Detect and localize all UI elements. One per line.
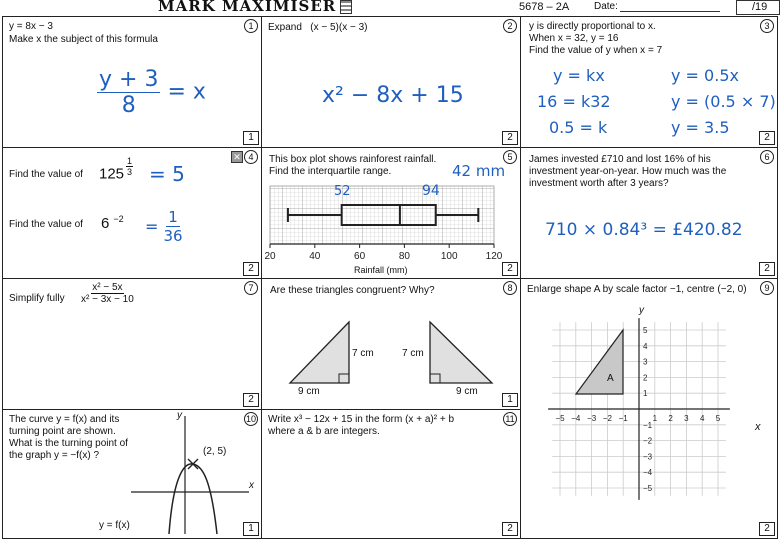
x-tick-label: 20: [264, 251, 276, 262]
x-tick-label: −5: [555, 414, 565, 423]
question-text: y = 8x − 3: [9, 21, 53, 32]
x-tick-label: 1: [652, 414, 658, 423]
q3-label: 94: [422, 183, 440, 199]
question-text: y is directly proportional to x.: [529, 21, 656, 32]
question-text: Write x³ − 12x + 15 in the form (x + a)² + b: [268, 414, 455, 425]
date-label: Date:: [594, 1, 618, 12]
y-axis-label: y: [177, 410, 182, 421]
question-7-cell: [2, 278, 262, 410]
x-tick-label: 4: [699, 414, 705, 423]
question-text: Find the value of: [9, 219, 83, 230]
question-number: 1: [244, 19, 258, 33]
y-tick-label: −3: [643, 452, 653, 462]
answer: [97, 67, 206, 118]
question-text: Simplify fully: [9, 293, 65, 304]
worksheet-title: MARK MAXIMISER: [158, 0, 337, 15]
working-line: y = (0.5 × 7): [671, 92, 776, 111]
question-text: Find the interquartile range.: [269, 166, 392, 177]
score-total: /19: [752, 1, 768, 13]
question-number: 4: [244, 150, 258, 164]
question-text: investment worth after 3 years?: [529, 178, 669, 189]
curve: [169, 464, 217, 534]
question-text: where a & b are integers.: [268, 426, 380, 437]
marks-box: 2: [759, 262, 775, 276]
question-5-cell: [261, 147, 521, 279]
x-tick-label: −3: [587, 414, 597, 423]
answer: 42 mm: [452, 162, 506, 180]
x-tick-label: 40: [309, 251, 321, 262]
question-text: The curve y = f(x) and its: [9, 414, 120, 425]
y-tick-label: 4: [643, 341, 648, 351]
marks-box: 2: [502, 522, 518, 536]
question-number: 8: [503, 281, 517, 295]
question-number: 5: [503, 150, 517, 164]
question-10-cell: [2, 409, 262, 539]
x-tick-label: 60: [354, 251, 366, 262]
question-number: 6: [760, 150, 774, 164]
y-axis-label: y: [639, 305, 644, 316]
marks-box: 2: [759, 131, 775, 145]
x-axis-label: x: [755, 421, 761, 433]
y-tick-label: 2: [643, 373, 648, 383]
question-text: This box plot shows rainforest rainfall.: [269, 154, 437, 165]
crossed-box-icon: ✕: [231, 151, 243, 163]
question-number: 9: [760, 281, 774, 295]
x-tick-label: −2: [602, 414, 612, 423]
marks-box: 2: [502, 131, 518, 145]
question-number: 10: [245, 414, 256, 424]
y-tick-label: 3: [643, 357, 648, 367]
question-text: What is the turning point of: [9, 438, 128, 449]
x-tick-label: −4: [571, 414, 581, 423]
answer-numerator: y + 3: [99, 67, 159, 92]
answer-b: = $\frac{1}{36}$: [145, 208, 183, 245]
marks-box: 2: [759, 522, 775, 536]
question-text: turning point are shown.: [9, 426, 116, 437]
answer: x² − 8x + 15: [322, 83, 464, 108]
x-axis-label: x: [249, 480, 254, 491]
question-number: 7: [244, 281, 258, 295]
x-tick-label: −1: [618, 414, 628, 423]
question-text: Enlarge shape A by scale factor −1, centre (−2, 0): [527, 284, 747, 295]
y-tick-label: 1: [643, 389, 648, 399]
coordinate-grid: [521, 279, 777, 538]
question-text: James invested £710 and lost 16% of his: [529, 154, 711, 165]
working-right: [671, 63, 776, 141]
answer: 710 × 0.84³ = £420.82: [545, 220, 743, 240]
y-tick-label: 5: [643, 326, 648, 335]
power-expression-b: 6 $^{-2}$: [101, 214, 124, 232]
question-6-cell: [520, 147, 778, 279]
x-axis-label: Rainfall (mm): [354, 265, 408, 275]
question-text: investment year-on-year. How much was the: [529, 166, 727, 177]
question-text: Expand (x − 5)(x − 3): [268, 22, 368, 33]
marks-box: 2: [243, 262, 259, 276]
x-tick-label: 3: [684, 414, 689, 423]
question-number: 2: [503, 19, 517, 33]
question-text: Are these triangles congruent? Why?: [270, 285, 435, 296]
marks-box: 2: [243, 393, 259, 407]
question-number: 3: [760, 19, 774, 33]
triangle-1-side-label: 7 cm: [352, 348, 374, 359]
question-number: 11: [503, 412, 517, 426]
curve-label: y = f(x): [99, 520, 130, 531]
triangle-1-base-label: 9 cm: [298, 386, 320, 397]
y-tick-label: −4: [643, 468, 653, 478]
question-3-cell: [520, 16, 778, 148]
question-text: Find the value of y when x = 7: [529, 45, 663, 56]
question-1-cell: [2, 16, 262, 148]
marks-box: 2: [502, 262, 518, 276]
answer-a: = 5: [149, 162, 185, 186]
worksheet-code: 5678 – 2A: [519, 1, 570, 13]
y-tick-label: −1: [643, 420, 653, 430]
shape-a-label: A: [607, 373, 614, 384]
question-9-cell: [520, 278, 778, 539]
calculator-icon: [340, 0, 352, 14]
date-line: [620, 11, 720, 12]
working-line: y = kx: [553, 66, 605, 85]
answer-denominator: 8: [121, 93, 136, 118]
question-text: Find the value of: [9, 169, 83, 180]
question-text: When x = 32, y = 16: [529, 33, 619, 44]
q1-label: 52: [334, 184, 351, 199]
y-tick-label: −2: [643, 436, 653, 446]
marks-box: 1: [243, 131, 259, 145]
question-8-cell: [261, 278, 521, 410]
question-2-cell: [261, 16, 521, 148]
x-tick-label: 5: [715, 414, 721, 423]
curve-graph: [3, 410, 261, 538]
working-line: 0.5 = k: [549, 118, 608, 137]
marks-box: 1: [243, 522, 259, 536]
marks-box: 1: [502, 393, 518, 407]
answer-rhs: = x: [167, 79, 206, 105]
box-plot: [262, 148, 520, 278]
question-text: the graph y = −f(x) ?: [9, 450, 100, 461]
fraction-expression: $\frac{\text{x² − 5x}}{\text{x² − 3x − 10}}$: [81, 282, 134, 305]
working-line: 16 = k32: [537, 92, 611, 111]
y-tick-label: −5: [643, 484, 653, 493]
turning-point-label: (2, 5): [203, 446, 227, 457]
expression: (x − 5)(x − 3): [310, 22, 368, 33]
x-tick-label: 80: [398, 251, 410, 262]
question-4-cell: [2, 147, 262, 279]
working-line: y = 0.5x: [671, 66, 739, 85]
x-tick-label: 120: [485, 251, 503, 262]
x-tick-label: 100: [440, 251, 458, 262]
question-text: Make x the subject of this formula: [9, 34, 158, 45]
working-line: y = 3.5: [671, 118, 730, 137]
power-expression-a: 125 $\frac{1}{3}$: [99, 156, 133, 183]
triangle-2-side-label: 7 cm: [402, 348, 424, 359]
triangle-2-base-label: 9 cm: [456, 386, 478, 397]
x-tick-label: 2: [668, 414, 673, 423]
question-11-cell: [261, 409, 521, 539]
working-left: [537, 63, 611, 141]
